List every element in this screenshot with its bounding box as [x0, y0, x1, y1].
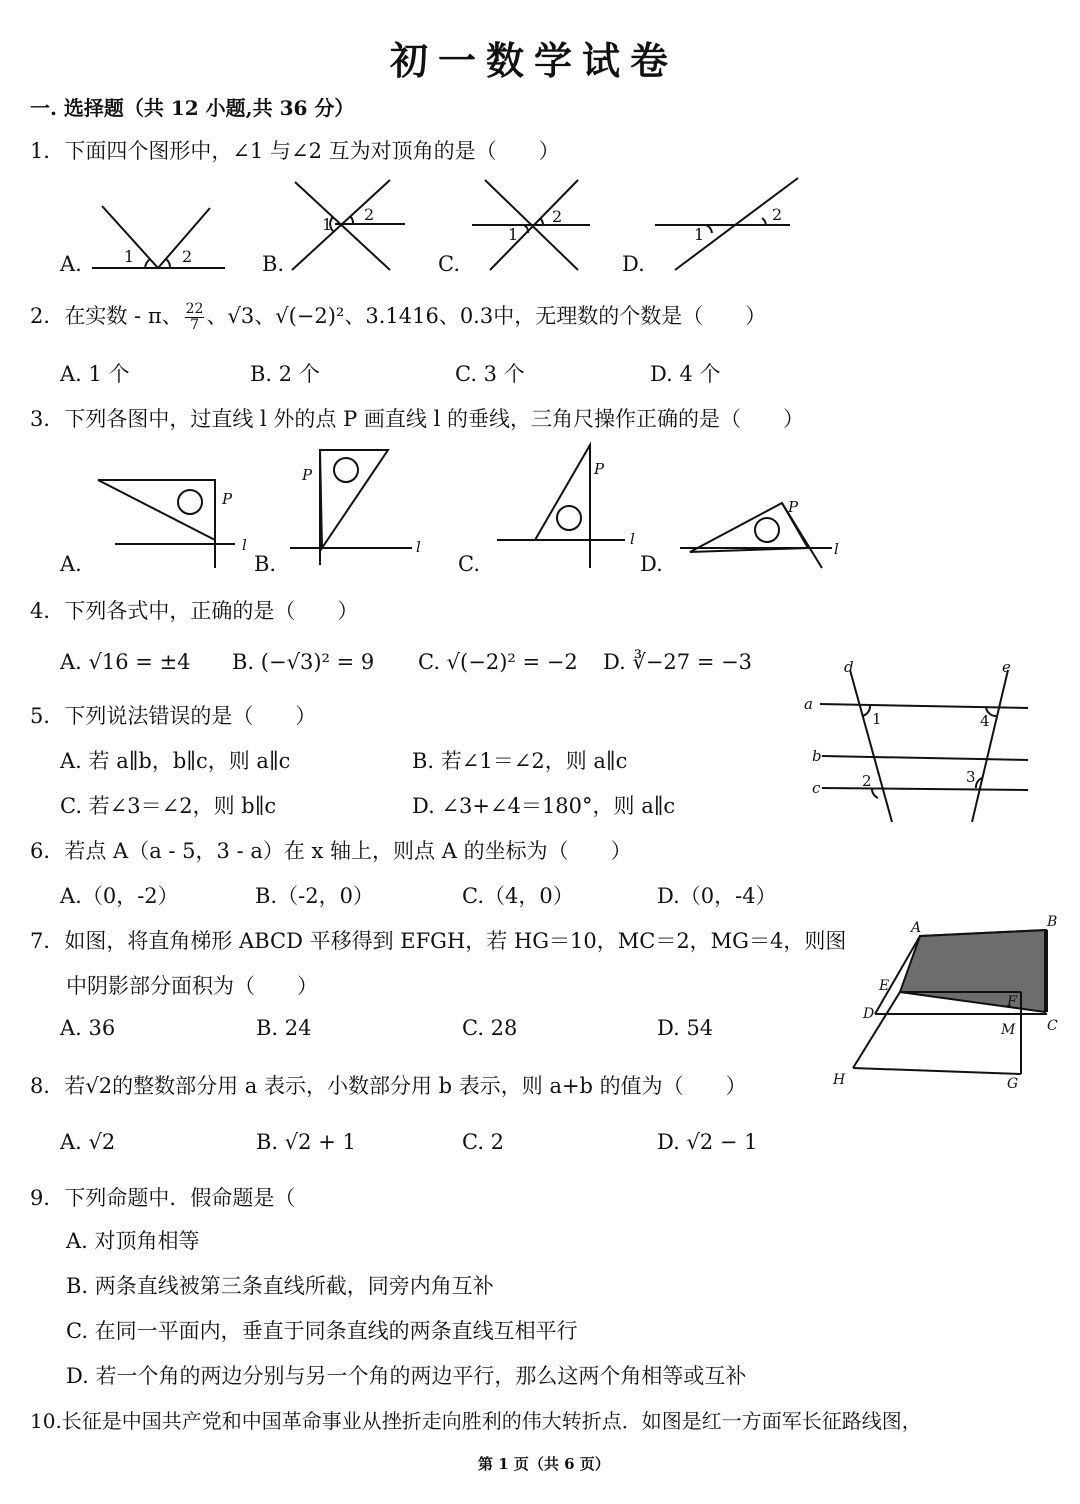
q1-option-b: B.	[262, 252, 285, 276]
q4-option-c: C. √(−2)² = −2	[418, 650, 578, 674]
q1-option-d: D.	[622, 252, 645, 276]
question-7-stem-line2: 中阴影部分面积为（ ）	[66, 974, 318, 998]
q9-option-d: D. 若一个角的两边分别与另一个角的两边平行，那么这两个角相等或互补	[66, 1364, 747, 1388]
section-heading: 一. 选择题（共 12 小题,共 36 分）	[30, 96, 355, 120]
page-title: 初一数学试卷	[390, 38, 679, 83]
q1b-label-2: 2	[364, 205, 375, 224]
q3a-label-p: P	[222, 490, 233, 508]
q2-option-c: C. 3 个	[455, 362, 525, 386]
q6-option-a: A.（0，-2）	[60, 884, 179, 908]
q7-label-f: F	[1007, 994, 1017, 1010]
q3c-triangle	[535, 445, 590, 540]
q1a-label-2: 2	[182, 247, 193, 266]
q7-label-g: G	[1007, 1076, 1019, 1092]
q7-option-c: C. 28	[462, 1016, 518, 1040]
q3-option-c: C.	[458, 552, 480, 576]
q8-option-c: C. 2	[462, 1130, 505, 1154]
q1d-label-1: 1	[694, 225, 705, 244]
question-6-stem: 6．若点 A（a - 5，3 - a）在 x 轴上，则点 A 的坐标为（ ）	[30, 839, 632, 863]
q6-option-c: C.（4，0）	[462, 884, 574, 908]
q2-frac-num: 22	[185, 301, 204, 317]
q1-option-c: C.	[438, 252, 460, 276]
q9-option-c: C. 在同一平面内，垂直于同条直线的两条直线互相平行	[66, 1319, 578, 1343]
q7-option-a: A. 36	[60, 1016, 116, 1040]
q5-option-b: B. 若∠1＝∠2，则 a∥c	[412, 749, 628, 773]
q7-shaded-region	[900, 930, 1045, 1012]
q4-option-b: B. (−√3)² = 9	[232, 650, 375, 674]
q9-option-b: B. 两条直线被第三条直线所截，同旁内角互补	[66, 1274, 494, 1298]
q7-figure	[825, 910, 1065, 1095]
q3a-label-l: l	[242, 536, 247, 554]
q3c-label-p: P	[594, 460, 605, 478]
q7-label-d: D	[863, 1006, 875, 1022]
q5-label-b: b	[812, 747, 822, 765]
q5-label-e: e	[1002, 660, 1011, 676]
q1-figures	[0, 170, 820, 275]
q7-label-h: H	[833, 1072, 846, 1088]
q3b-label-p: P	[302, 466, 313, 484]
q5-angle-3: 3	[966, 768, 976, 786]
q7-label-m: M	[1001, 1022, 1016, 1038]
q7-label-a: A	[911, 920, 922, 936]
q6-option-b: B.（-2，0）	[255, 884, 374, 908]
q3b-triangle	[320, 450, 388, 548]
q1b-line-1	[295, 182, 390, 270]
q8-option-b: B. √2 + 1	[256, 1130, 356, 1154]
q5-label-a: a	[804, 695, 813, 713]
q3d-label-l: l	[834, 540, 839, 558]
page-footer: 第 1 页（共 6 页）	[478, 1455, 610, 1473]
q1d-label-2: 2	[772, 205, 783, 224]
q7-option-d: D. 54	[657, 1016, 714, 1040]
q8-option-a: A. √2	[60, 1130, 116, 1154]
q2-option-b: B. 2 个	[250, 362, 320, 386]
q3a-triangle	[98, 480, 215, 540]
q7-label-e: E	[879, 978, 890, 994]
q3-option-a: A.	[60, 552, 82, 576]
q2-option-a: A. 1 个	[60, 362, 130, 386]
q2-text-mid: 、√3、√(−2)²、3.1416、0.3中，无理数的个数是（ ）	[206, 304, 767, 328]
q5-angle-1: 1	[872, 710, 882, 728]
question-8-stem: 8．若√2的整数部分用 a 表示，小数部分用 b 表示，则 a+b 的值为（ ）	[30, 1074, 747, 1098]
q1c-label-2: 2	[552, 207, 563, 226]
q3b-label-l: l	[416, 538, 421, 556]
q1c-label-1: 1	[508, 225, 519, 244]
question-5-stem: 5．下列说法错误的是（ ）	[30, 704, 317, 728]
question-7-stem-line1: 7．如图，将直角梯形 ABCD 平移得到 EFGH，若 HG＝10，MC＝2，MG＝4，则图	[30, 929, 847, 953]
question-2-stem	[30, 300, 766, 333]
q3-option-b: B.	[254, 552, 277, 576]
q4-option-a: A. √16 = ±4	[60, 650, 191, 674]
q3-option-d: D.	[640, 552, 663, 576]
q1b-label-1: 1	[322, 215, 333, 234]
q2-text-pre: 在实数 - π、	[64, 304, 183, 328]
q7-label-b: B	[1047, 914, 1058, 930]
q3d-label-p: P	[788, 498, 799, 516]
question-10-stem: 10.长征是中国共产党和中国革命事业从挫折走向胜利的伟大转折点．如图是红一方面军长征路线图，	[30, 1409, 922, 1433]
q1-option-a: A.	[60, 252, 82, 276]
q8-option-d: D. √2 − 1	[657, 1130, 758, 1154]
q7-option-b: B. 24	[256, 1016, 312, 1040]
q3c-label-l: l	[630, 530, 635, 548]
q2-fraction	[185, 302, 205, 333]
q6-option-d: D.（0，-4）	[657, 884, 777, 908]
q5-angle-4: 4	[980, 712, 990, 730]
question-3-stem: 3．下列各图中，过直线 l 外的点 P 画直线 l 的垂线，三角尺操作正确的是（ ）	[30, 407, 804, 431]
question-1-stem: 1．下面四个图形中，∠1 与∠2 互为对顶角的是（ ）	[30, 139, 560, 163]
q5-option-a: A. 若 a∥b，b∥c，则 a∥c	[60, 749, 291, 773]
q2-number: 2．	[30, 304, 65, 328]
q3-figures	[0, 440, 860, 580]
q5-label-d: d	[844, 660, 854, 676]
q5-figure	[800, 660, 1040, 830]
question-9-stem: 9．下列命题中．假命题是（	[30, 1186, 296, 1210]
q5-label-c: c	[812, 779, 821, 797]
q4-option-d: D. ∛−27 = −3	[603, 650, 753, 674]
q5-angle-2: 2	[862, 772, 872, 790]
q5-option-d: D. ∠3+∠4＝180°，则 a∥c	[412, 794, 676, 818]
q2-frac-den: 7	[190, 317, 199, 333]
question-4-stem: 4．下列各式中，正确的是（ ）	[30, 599, 359, 623]
q5-option-c: C. 若∠3＝∠2，则 b∥c	[60, 794, 277, 818]
q1a-label-1: 1	[124, 247, 135, 266]
q7-label-c: C	[1047, 1018, 1058, 1034]
q2-option-d: D. 4 个	[650, 362, 721, 386]
q9-option-a: A. 对顶角相等	[66, 1229, 200, 1253]
